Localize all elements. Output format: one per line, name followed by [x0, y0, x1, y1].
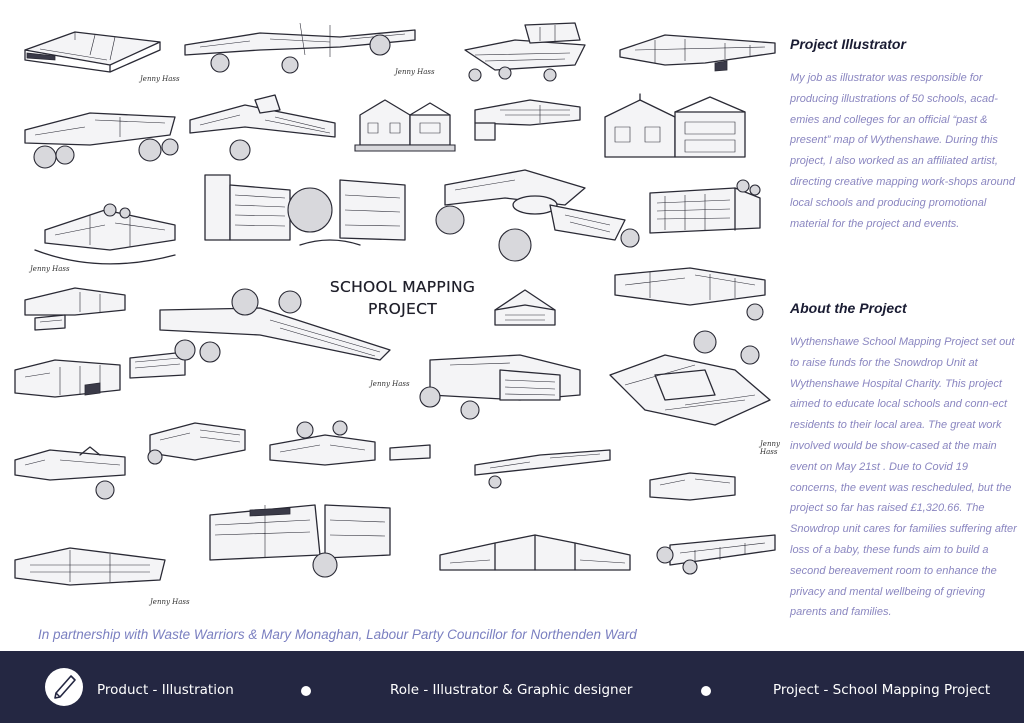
- school-sketch-21: [140, 415, 250, 470]
- school-sketch-10: [30, 195, 180, 270]
- about-heading: About the Project: [790, 300, 907, 316]
- artist-signature: Jenny Hass: [370, 380, 410, 388]
- school-sketch-6: [185, 95, 340, 165]
- school-sketch-13: [645, 178, 765, 248]
- school-sketch-29: [650, 525, 780, 585]
- school-sketch-25: [645, 465, 740, 510]
- school-sketch-9: [600, 92, 750, 164]
- artist-signature: Jenny Hass: [150, 598, 190, 606]
- school-sketch-12: [415, 160, 640, 265]
- school-sketch-5: [20, 105, 180, 170]
- artist-signature: Jenny Hass: [395, 68, 435, 76]
- sidebar: [790, 36, 1018, 619]
- page-title: [300, 276, 505, 320]
- pencil-icon: [45, 668, 83, 706]
- school-sketch-2: [180, 15, 420, 75]
- page-title-line-2: PROJECT: [367, 300, 438, 318]
- footer-project: Project - School Mapping Project: [773, 682, 991, 698]
- school-sketch-17: [610, 260, 770, 325]
- school-sketch-23: [10, 445, 130, 505]
- footer-bar: [0, 651, 1024, 723]
- footer-product: Product - Illustration: [97, 682, 234, 698]
- artist-signature: Jenny Hass: [140, 75, 180, 83]
- school-sketch-3: [455, 15, 595, 85]
- about-section: [790, 300, 1018, 623]
- school-sketch-14: [20, 280, 130, 340]
- artist-signature: Jenny Hass: [760, 440, 780, 456]
- school-sketch-28: [435, 525, 635, 585]
- school-sketch-8: [470, 95, 585, 145]
- school-sketch-26: [195, 500, 395, 580]
- illustrator-heading: Project Illustrator: [790, 36, 906, 52]
- illustrator-text: My job as illustrator was responsible for producing illustrations of 50 schools, acad-emies and colleges for an official “past & present” map of Wythenshawe. During this project, I also worked as an affiliated artist, directing creative mapping work-shops around local schools and producing promotional material for the project and events.: [790, 72, 1016, 230]
- school-sketch-11: [200, 170, 410, 250]
- school-sketch-1: [15, 20, 165, 75]
- footer-separator-dot: [301, 686, 311, 696]
- about-text: Wythenshawe School Mapping Project set out to raise funds for the Snowdrop Unit at Wythenshawe Hospital Charity. This project aimed to educate local schools and conn-ect residents to their local area. The great work involved would be show-cased at the main event on May 21st . Due to Covid 19 concerns, the event was rescheduled, but the project so far has raised £1,320.66. The Snowdrop unit cares for families suffering after loss of a baby, these funds aim to build a second bereavement room to enhance the privacy and mental wellbeing of grieving parents and families.: [790, 336, 1017, 619]
- artist-signature: Jenny Hass: [30, 265, 70, 273]
- school-sketch-27: [10, 540, 170, 595]
- footer-role: Role - Illustrator & Graphic designer: [390, 682, 633, 698]
- school-sketch-7: [350, 95, 460, 155]
- partnership-caption: In partnership with Waste Warriors & Mary Monaghan, Labour Party Councillor for Northenden Ward: [38, 627, 637, 642]
- school-sketch-18: [10, 355, 125, 405]
- page-title-line-1: SCHOOL MAPPING: [329, 278, 476, 296]
- school-sketch-4: [615, 25, 780, 75]
- school-sketch-24: [470, 440, 615, 490]
- school-sketch-22: [265, 420, 435, 480]
- school-sketch-19: [410, 345, 585, 425]
- footer-separator-dot: [701, 686, 711, 696]
- school-sketch-20: [605, 330, 775, 440]
- badge: [45, 668, 83, 706]
